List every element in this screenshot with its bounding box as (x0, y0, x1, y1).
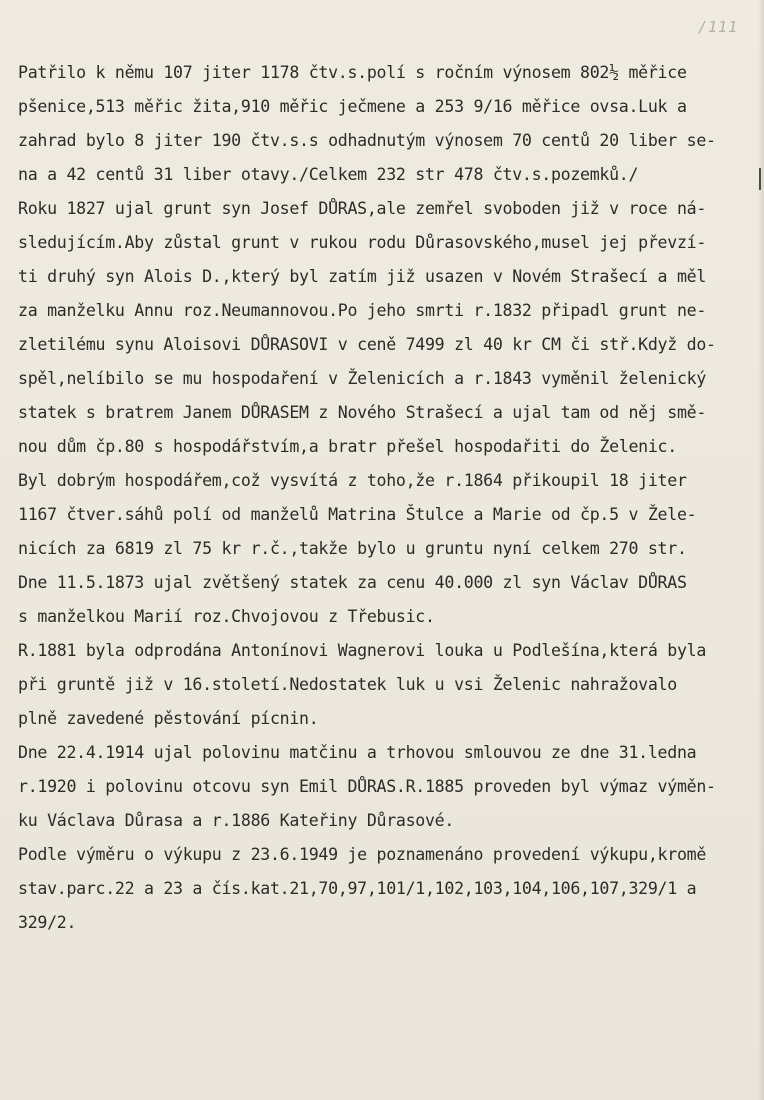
text-line: stav.parc.22 a 23 a čís.kat.21,70,97,101/1,102,103,104,106,107,329/1 a (18, 879, 697, 898)
text-line: R.1881 byla odprodána Antonínovi Wagnerovi louka u Podlešína,která byla (18, 641, 707, 660)
text-line: Podle výměru o výkupu z 23.6.1949 je poznamenáno provedení výkupu,kromě (18, 845, 707, 864)
text-line: na a 42 centů 31 liber otavy./Celkem 232 str 478 čtv.s.pozemků./ (18, 165, 639, 184)
text-line: nicích za 6819 zl 75 kr r.č.,takže bylo u gruntu nyní celkem 270 str. (18, 539, 687, 558)
text-line: pšenice,513 měřic žita,910 měřic ječmene a 253 9/16 měřice ovsa.Luk a (18, 97, 687, 116)
text-line: zahrad bylo 8 jiter 190 čtv.s.s odhadnutým výnosem 70 centů 20 liber se- (18, 131, 716, 150)
text-line: zletilému synu Aloisovi DŮRASOVI v ceně 7499 zl 40 kr CM či stř.Když do- (18, 335, 716, 354)
text-line: při gruntě již v 16.století.Nedostatek luk u vsi Želenic nahražovalo (18, 675, 677, 694)
text-line: sledujícím.Aby zůstal grunt v rukou rodu Důrasovského,musel jej převzí- (18, 233, 707, 252)
text-line: Roku 1827 ujal grunt syn Josef DŮRAS,ale zemřel svoboden již v roce ná- (18, 199, 707, 218)
text-line: Byl dobrým hospodářem,což vysvítá z toho,že r.1864 přikoupil 18 jiter (18, 471, 687, 490)
text-line: r.1920 i polovinu otcovu syn Emil DŮRAS.R.1885 proveden byl výmaz výměn- (18, 777, 716, 796)
text-line: Patřilo k němu 107 jiter 1178 čtv.s.polí s ročním výnosem 802½ měřice (18, 63, 687, 82)
text-line: ti druhý syn Alois D.,který byl zatím již usazen v Novém Strašecí a měl (18, 267, 707, 286)
page-number-mark: /111 (698, 18, 739, 36)
text-line: Dne 11.5.1873 ujal zvětšený statek za cenu 40.000 zl syn Václav DŮRAS (18, 573, 687, 592)
text-line: za manželku Annu roz.Neumannovou.Po jeho smrti r.1832 připadl grunt ne- (18, 301, 707, 320)
text-line: statek s bratrem Janem DŮRASEM z Nového Strašecí a ujal tam od něj smě- (18, 403, 707, 422)
text-line: spěl,nelíbilo se mu hospodaření v Želenicích a r.1843 vyměnil želenický (18, 369, 707, 388)
typewritten-text (18, 56, 758, 940)
text-line: 1167 čtver.sáhů polí od manželů Matrina Štulce a Marie od čp.5 v Žele- (18, 505, 697, 524)
text-line: ku Václava Důrasa a r.1886 Kateřiny Důrasové. (18, 811, 455, 830)
text-line: nou dům čp.80 s hospodářstvím,a bratr přešel hospodařiti do Želenic. (18, 437, 677, 456)
text-line: plně zavedené pěstování pícnin. (18, 709, 319, 728)
page-edge-shadow (758, 0, 764, 1100)
text-line: 329/2. (18, 913, 77, 932)
text-line: s manželkou Marií roz.Chvojovou z Třebusic. (18, 607, 435, 626)
text-line: Dne 22.4.1914 ujal polovinu matčinu a trhovou smlouvou ze dne 31.ledna (18, 743, 697, 762)
